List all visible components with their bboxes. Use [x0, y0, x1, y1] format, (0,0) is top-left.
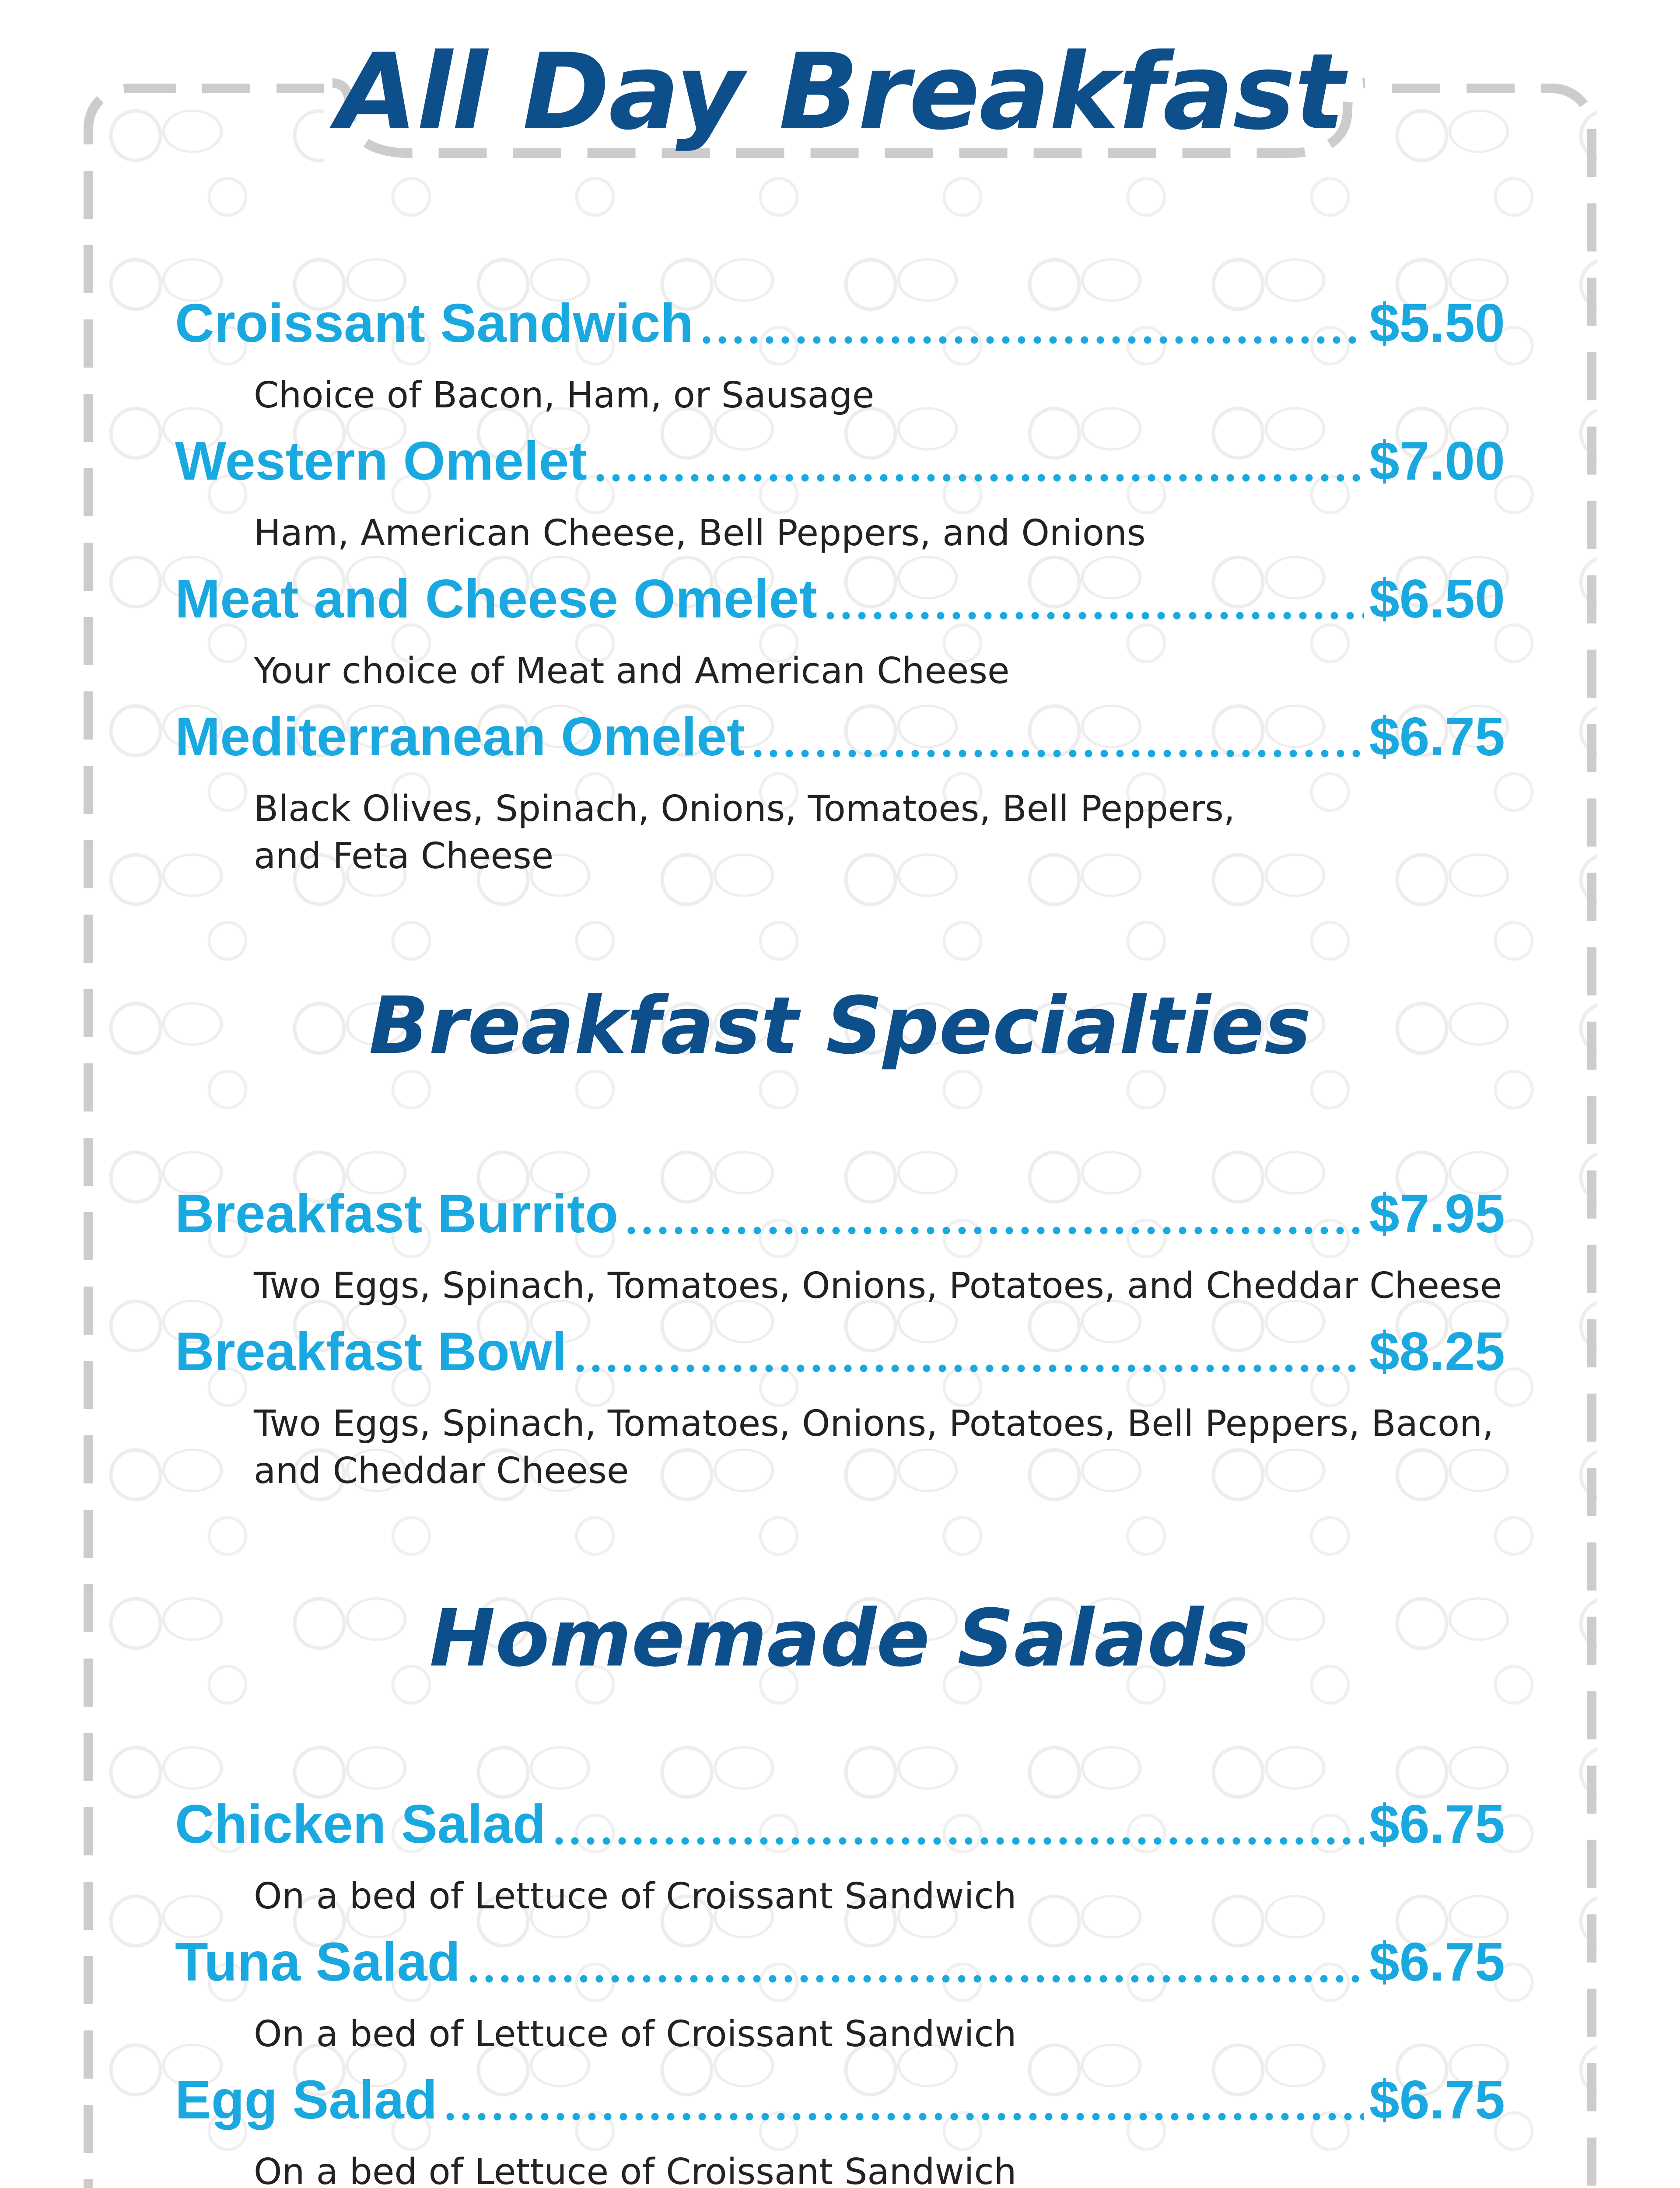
menu-item [175, 2065, 1505, 2131]
dot-leader [750, 750, 1364, 757]
item-description: Black Olives, Spinach, Onions, Tomatoes, Bell Peppers, and Feta Cheese [254, 788, 1235, 877]
item-name: Tuna Salad [175, 1932, 461, 1992]
item-name: Chicken Salad [175, 1794, 546, 1855]
item-description: Your choice of Meat and American Cheese [254, 650, 1010, 692]
item-name: Egg Salad [175, 2070, 438, 2130]
section-title: Breakfast Specialties [369, 980, 1311, 1072]
menu-item [175, 565, 1505, 630]
item-price: $6.75 [1369, 1932, 1505, 1992]
item-price: $7.00 [1369, 431, 1505, 491]
item-price: $6.75 [1369, 2070, 1505, 2130]
item-name: Western Omelet [175, 431, 587, 491]
dot-leader [592, 474, 1364, 482]
item-name: Meat and Cheese Omelet [175, 569, 817, 629]
item-price: $8.25 [1369, 1322, 1505, 1382]
item-price: $6.75 [1369, 707, 1505, 767]
dot-leader [572, 1364, 1364, 1372]
menu-item [175, 1179, 1505, 1245]
item-description: On a bed of Lettuce of Croissant Sandwich [254, 2151, 1017, 2188]
item-description: Two Eggs, Spinach, Tomatoes, Onions, Potatoes, Bell Peppers, Bacon, and Cheddar Cheese [254, 1403, 1494, 1492]
menu-item [175, 1928, 1505, 1993]
dot-leader [466, 1975, 1364, 1983]
menu-item [175, 427, 1505, 492]
menu-item [175, 1790, 1505, 1855]
item-description: On a bed of Lettuce of Croissant Sandwich [254, 1876, 1017, 1917]
item-name: Croissant Sandwich [175, 293, 694, 354]
item-price: $5.50 [1369, 293, 1505, 354]
item-name: Breakfast Bowl [175, 1322, 567, 1382]
menu-item [175, 702, 1505, 768]
item-description: On a bed of Lettuce of Croissant Sandwich [254, 2013, 1017, 2055]
dot-leader [822, 612, 1364, 620]
item-price: $7.95 [1369, 1184, 1505, 1244]
item-price: $6.50 [1369, 569, 1505, 629]
item-description: Choice of Bacon, Ham, or Sausage [254, 375, 875, 416]
menu-item [175, 1317, 1505, 1383]
section-title: Homemade Salads [429, 1593, 1251, 1684]
item-price: $6.75 [1369, 1794, 1505, 1855]
menu-item [175, 289, 1505, 354]
dot-leader [623, 1227, 1364, 1234]
item-description: Two Eggs, Spinach, Tomatoes, Onions, Potatoes, and Cheddar Cheese [254, 1265, 1502, 1307]
dot-leader [551, 1837, 1364, 1845]
dot-leader [442, 2113, 1364, 2121]
item-description: Ham, American Cheese, Bell Peppers, and Onions [254, 512, 1146, 554]
item-name: Mediterranean Omelet [175, 707, 745, 767]
dot-leader [699, 336, 1364, 344]
menu-title: All Day Breakfast [336, 31, 1344, 153]
item-name: Breakfast Burrito [175, 1184, 618, 1244]
